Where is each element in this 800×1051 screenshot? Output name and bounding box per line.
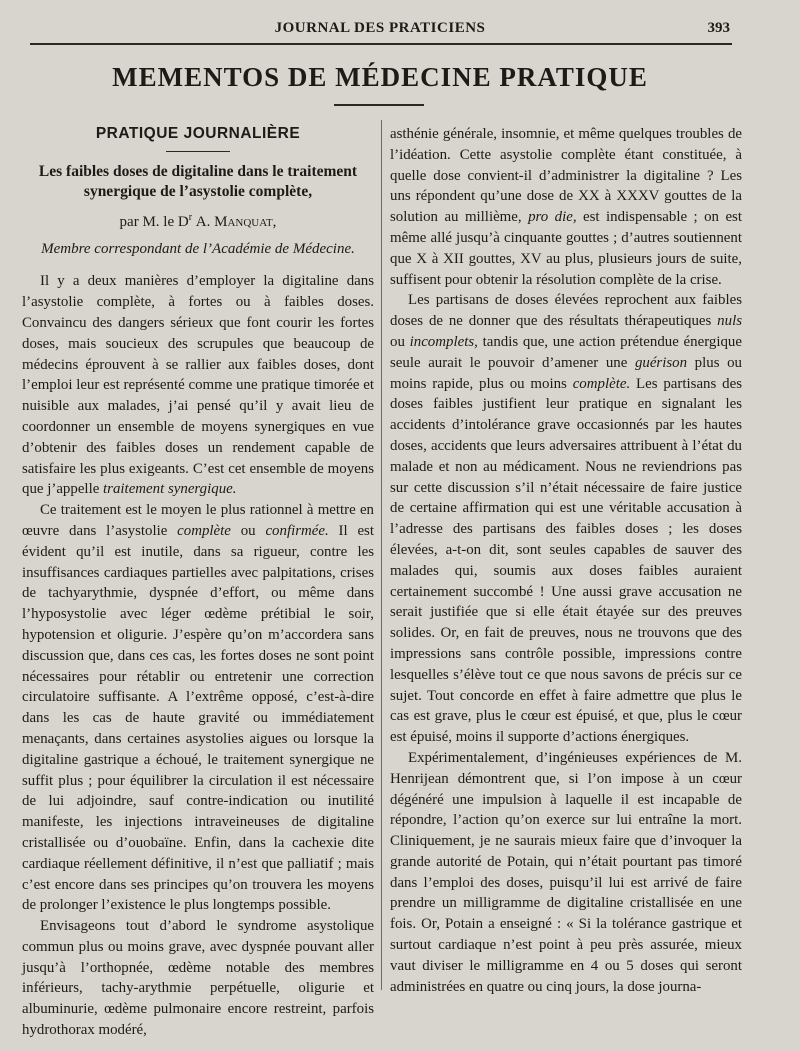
main-title: MEMENTOS DE MÉDECINE PRATIQUE: [112, 62, 648, 92]
text-run: Il y a deux manières d’employer la digitaline dans l’asystolie complète, à fortes ou à faibles doses. Convaincu des dangers sérieux que font courir les fortes doses, mais soucieux des scrupules que beaucoup de médecins éprouvent à se rallier aux faibles doses, dont l’emploi leur est représenté comme une pratique timorée et nuisible aux malades, j’ai pensé qu’il y avait lieu de coordonner un ensemble de moyens synergiques en vue d’obtenir des faibles doses un rendement capable de satisfaire les plus exigeants. C’est cet ensemble de moyens que j’appelle: [22, 273, 374, 498]
header-rule: [30, 43, 732, 45]
emphasis: confirmée.: [265, 522, 329, 539]
paragraph: [22, 271, 374, 500]
section-rule: [166, 151, 230, 152]
text-run: Il est évident qu’il est inutile, dans sa rigueur, contre les insuffisances cardiaques partielles avec palpitations, crises de tachyarythmie, dyspnée d’effort, ou même dans l’hyposystolie avec léger œdème prétibial le soir, hypotension et oligurie. J’espère qu’on m’accordera sans discussion que, dans ces cas, les fortes doses ne sont point nécessaires pour rétablir ou entretenir une correction circulatoire suffisante. A l’extrême opposé, c’est-à-dire dans les cas de haute gravité ou immédiatement menaçants, dans certaines asystolies aigues ou lorsque la digitaline gastrique a échoué, le traitement synergique ne suffit plus ; pour équilibrer la circulation il est nécessaire de lui adjoindre, sauf contre-indication ou inutilité manifeste, les injections intraveineuses de digitaline cristallisée ou d’ouobaïne. Enfin, dans la cachexie dite cardiaque réellement définitive, il n’est que palliatif ; mais c’est encore dans ses principes qu’on trouvera les moyens de prolonger l’existence le plus longtemps possible.: [22, 522, 374, 914]
section-title: PRATIQUE JOURNALIÈRE: [95, 125, 301, 142]
column-divider: [381, 120, 382, 990]
text-run: ou: [390, 333, 410, 350]
emphasis: traitement synergique.: [103, 481, 237, 498]
text-run: ou: [230, 522, 266, 539]
emphasis: guérison: [634, 354, 688, 371]
running-title: JOURNAL DES PRATICIENS: [274, 20, 486, 36]
author-affiliation: Membre correspondant de l’Académie de Médecine.: [41, 240, 355, 257]
paragraph: Expérimentalement, d’ingénieuses expériences de M. Henrijean démontrent que, si l’on impose à un cœur dégénéré une impulsion à laquelle il est incapable de répondre, l’action qu’on exerce sur lui entraîne la mort. Cliniquement, je ne saurais mieux faire que d’invoquer la grande autorité de Potain, qui n’était pourtant pas timoré dans l’emploi des doses, puisqu’il lui est arrivé de faire prendre un milligramme de digitaline cristallisée en une fois. Or, Potain a enseigné : « Si la tolérance gastrique et surtout cardiaque n’est point à peu près assurée, mieux vaut diviser le milligramme en 4 ou 5 doses qui seront administrées en quatre ou cinq jours, la dose journa-: [390, 749, 742, 995]
emphasis: pro die,: [528, 209, 577, 226]
text-run: Ce traitement est le moyen le plus rationnel à mettre en œuvre dans l’asystolie: [22, 502, 374, 539]
byline-sup: r: [188, 211, 193, 223]
running-head: [30, 20, 730, 40]
byline: [22, 208, 374, 233]
text-run: tandis que, une action prétendue énergique seule aurait le pouvoir d’amener une: [390, 333, 742, 371]
emphasis: incomplets,: [409, 333, 478, 350]
text-run: plus ou moins rapide, plus ou moins: [390, 354, 742, 392]
author-name: A. Manquat,: [195, 213, 277, 230]
text-run: asthénie générale, insomnie, et même quelques troubles de l’idéation. Cette asystolie complète étant constituée, à quelle dose convient-il d’administrer la digitaline ? Les uns répondent qu’une dose de XX à XXXV gouttes de la solution au millième,: [390, 126, 742, 226]
paragraph: Envisageons tout d’abord le syndrome asystolique commun plus ou moins grave, avec dyspnée pouvant aller jusqu’à l’orthopnée, œdème notable des membres inférieurs, tachy-arythmie perpétuelle, oligurie et albuminurie, œdème pulmonaire encore restreint, parfois hydrothorax modéré,: [22, 918, 374, 1039]
text-run: est indispensable ; on est même allé jusqu’à cinquante gouttes ; d’autres soutiennent que X à XII gouttes, XV au plus, plusieurs jours de suite, suffisent pour obtenir la résolution complète de la crise.: [390, 209, 742, 288]
emphasis: complète: [177, 522, 231, 539]
title-rule: [334, 104, 424, 106]
emphasis: nuls: [717, 313, 742, 330]
page-number: 393: [707, 20, 730, 36]
paragraph: [390, 124, 742, 290]
text-run: Les partisans de doses élevées reprochent aux faibles doses de ne donner que des résultats thérapeutiques: [390, 292, 742, 330]
paragraph: [22, 500, 374, 916]
right-column: [390, 124, 742, 997]
paragraph: [390, 290, 742, 748]
text-run: Les partisans des doses faibles justifient leur pratique en signalant les accidents d’intolérance grave occasionnés par les hautes doses, accidents que leurs adversaires attribuent à l’état du malade et non au médicament. Nous ne reviendrions pas sur cette discussion s’il n’était nécessaire de faire justice de certaine affirmation qui est une véritable accusation à l’adresse des partisans des faibles doses ; les doses élevées, a-t-on dit, sont seules capables de sauver des malades qui, soumis aux doses faibles auraient certainement succombé ! Une aussi grave accusation ne serait justifiée que si elle était étayée sur des preuves solides. Or, en fait de preuves, nous ne trouvons que des impressions sans contrôle possible, impressions contre lesquelles s’élève tout ce que nous savons de précis sur ce sujet. Tout concorde en effet à faire admettre que plus le cas est grave, plus le cœur est épuisé, et que, plus le cœur est épuisé, moins il supporte d’actions énergiques.: [390, 375, 742, 746]
emphasis: complète.: [572, 375, 631, 392]
byline-prefix: par M. le D: [119, 213, 189, 230]
left-column: [22, 124, 374, 1041]
article-title: Les faibles doses de digitaline dans le traitement synergique de l’asystolie complète,: [38, 162, 358, 200]
